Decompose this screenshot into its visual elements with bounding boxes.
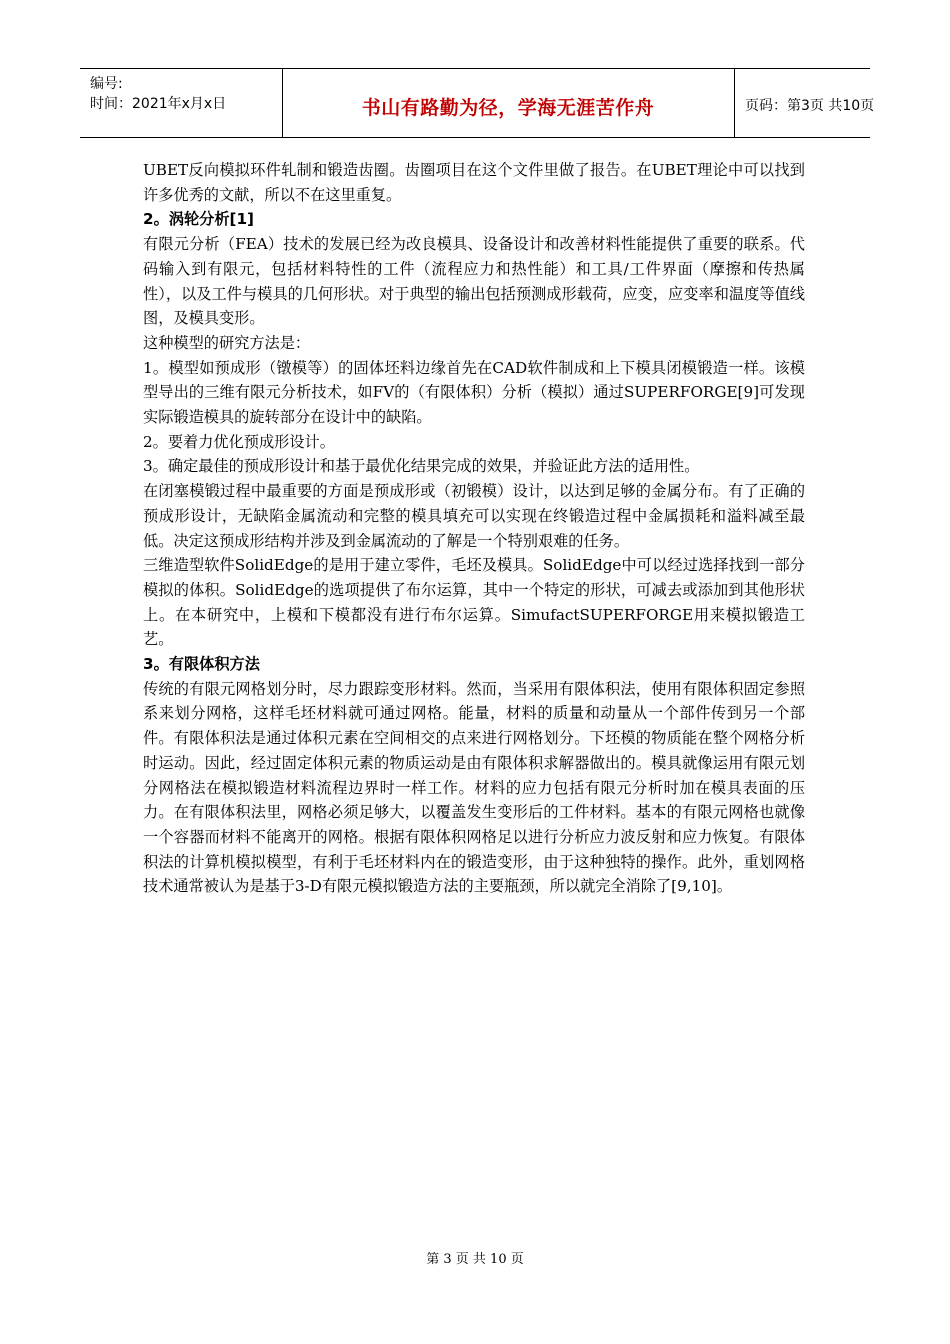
paragraph: 有限元分析（FEA）技术的发展已经为改良模具、设备设计和改善材料性能提供了重要的联系。代码输入到有限元，包括材料特性的工件（流程应力和热性能）和工具/工件界面（摩擦和传热属性），以及工件与模具的几何形状。对于典型的输出包括预测成形载荷，应变，应变率和温度等值线图，及模具变形。 (143, 235, 805, 328)
time-label: 时间：2021年x月x日 (90, 96, 227, 112)
header-motto-cell (282, 69, 735, 137)
number-label: 编号: (90, 76, 123, 92)
document-body (143, 158, 805, 899)
paragraph: 这种模型的研究方法是： (143, 333, 311, 352)
section-heading: 3。有限体积方法 (143, 655, 260, 674)
motto-text: 书山有路勤为径，学海无涯苦作舟 (361, 97, 655, 119)
paragraph: UBET反向模拟环件轧制和锻造齿圈。齿圈项目在这个文件里做了报告。在UBET理论中可以找到许多优秀的文献，所以不在这里重复。 (143, 161, 805, 204)
paragraph: 传统的有限元网格划分时，尽力跟踪变形材料。然而，当采用有限体积法，使用有限体积固定参照系来划分网格，这样毛坯材料就可通过网格。能量，材料的质量和动量从一个部件传到另一个部件。有限体积法是通过体积元素在空间相交的点来进行网格划分。下坯模的物质能在整个网格分析时运动。因此，经过固定体积元素的物质运动是由有限体积求解器做出的。模具就像运用有限元划分网格法在模拟锻造材料流程边界时一样工作。材料的应力包括有限元分析时加在模具表面的压力。在有限体积法里，网格必须足够大，以覆盖发生变形后的工件材料。基本的有限元网格也就像一个容器而材料不能离开的网格。根据有限体积网格足以进行分析应力波反射和应力恢复。有限体积法的计算机模拟模型，有利于毛坯材料内在的锻造变形，由于这种独特的操作。此外，重划网格技术通常被认为是基于3-D有限元模拟锻造方法的主要瓶颈，所以就完全消除了[9,10]。 (143, 679, 805, 896)
page-header (80, 68, 875, 138)
page-number-label: 页码：第3页 共10页 (745, 98, 875, 114)
list-item: 2。要着力优化预成形设计。 (143, 432, 335, 451)
list-item: 1。模型如预成形（镦模等）的固体坯料边缘首先在CAD软件制成和上下模具闭模锻造一样。该模型导出的三维有限元分析技术，如FV的（有限体积）分析（模拟）通过SUPERFORGE[9]可发现实际锻造模具的旋转部分在设计中的缺陷。 (143, 358, 805, 427)
list-item: 3。确定最佳的预成形设计和基于最优化结果完成的效果，并验证此方法的适用性。 (143, 457, 700, 476)
paragraph: 在闭塞模锻过程中最重要的方面是预成形或（初锻模）设计，以达到足够的金属分布。有了正确的预成形设计，无缺陷金属流动和完整的模具填充可以实现在终锻造过程中金属损耗和溢料减至最低。决定这预成形结构并涉及到金属流动的了解是一个特别艰难的任务。 (143, 482, 805, 550)
paragraph: 三维造型软件SolidEdge的是用于建立零件，毛坯及模具。SolidEdge中可以经过选择找到一部分模拟的体积。SolidEdge的选项提供了布尔运算，其中一个特定的形状，可减去或添加到其他形状上。在本研究中，上模和下模都没有进行布尔运算。SimufactSUPERFORGE用来模拟锻造工艺。 (143, 556, 805, 649)
header-info-cell (80, 69, 283, 137)
page-footer: 第 3 页 共 10 页 (426, 1252, 524, 1267)
section-heading: 2。涡轮分析[1] (143, 210, 254, 229)
header-page-cell (735, 69, 875, 137)
